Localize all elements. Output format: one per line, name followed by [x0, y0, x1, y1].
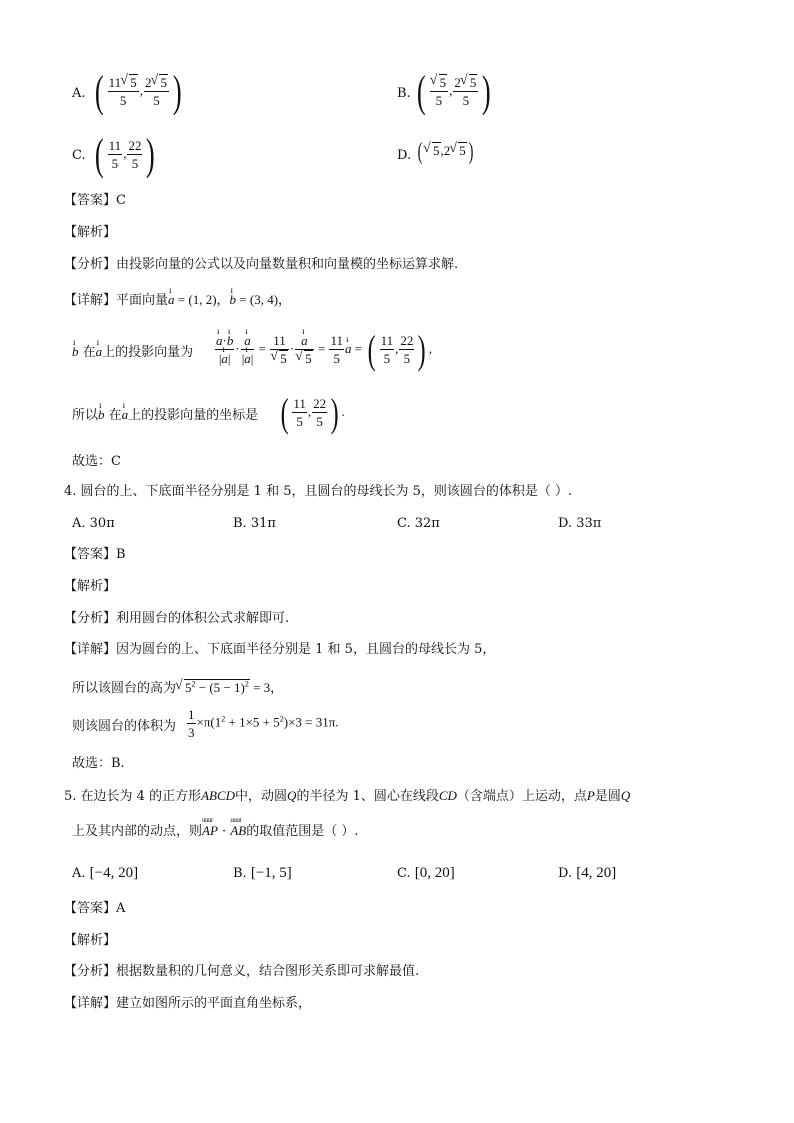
q5-option-c: C. [0, 20]	[397, 865, 455, 881]
q5-detail: 【详解】建立如图所示的平面直角坐标系，	[64, 996, 312, 1011]
option-d-expression: (√ 5,2√ 5 )	[416, 140, 475, 164]
q4-option-b: B. 31π	[233, 516, 276, 531]
q5-option-d: D. [4, 20]	[558, 865, 617, 881]
q3-projection-formula: ı $\frac{\text{a·ı b}}{\text{|ı a|}}$ · ı $\frac{a}{\text{|ı a|}}$ = 11 √ 5 · ı a √ 5 = $\frac{11}{5}$ ı a = ( $\frac{11}{5}$ , $\frac{22}{5}$ ) ,	[214, 330, 432, 370]
q5-answer: 【答案】A	[64, 901, 126, 916]
option-b-expression: ( √ $\frac{5}{5}$ , $\frac{2√ 5}{5}$ )	[414, 70, 494, 114]
q3-detail: 【详解】平面向量ı a = (1, 2)，ı b = (3, 4)，	[64, 293, 291, 307]
q5-stem-line2: 上及其内部的动点，则uuur AP · uuur AB的取值范围是（ ）.	[72, 824, 358, 838]
q5-option-a: A. [−4, 20]	[72, 865, 139, 881]
q3-conclusion-line: 所以ı b 在ı a上的投影向量的坐标是	[72, 408, 258, 422]
q3-analysis-heading: 【解析】	[64, 225, 117, 240]
q4-answer: 【答案】B	[64, 547, 126, 562]
q3-projection-line: ı b 在ı a上的投影向量为	[72, 345, 193, 359]
option-c-label: C.	[72, 148, 86, 163]
q4-option-d: D. 33π	[558, 516, 602, 531]
q5-analysis-heading: 【解析】	[64, 933, 117, 948]
option-c-expression: ( $\frac{11}{5}$ , $\frac{22}{5}$ )	[94, 130, 156, 179]
q4-option-c: C. 32π	[397, 516, 440, 531]
q5-option-b: B. [−1, 5]	[233, 865, 292, 881]
q4-analysis-heading: 【解析】	[64, 579, 117, 594]
q3-fenxi: 【分析】由投影向量的公式以及向量数量积和向量模的坐标运算求解.	[64, 257, 459, 272]
q3-answer: 【答案】C	[64, 193, 126, 208]
q5-stem-line1: 5. 在边长为 4 的正方形ABCD中，动圆Q的半径为 1、圆心在线段CD（含端点）上运动，点P是圆Q	[64, 788, 631, 804]
option-b-label: B.	[397, 86, 411, 101]
option-d-label: D.	[397, 148, 412, 163]
q4-fenxi: 【分析】利用圆台的体积公式求解即可.	[64, 611, 290, 626]
q3-final-choice: 故选：C	[72, 454, 121, 469]
q4-volume-formula: $\frac{1}{3}$ $\times\pi(1^2 + 1\times 5 + 5^2)\times 3 = 31\pi$.	[188, 707, 339, 740]
q3-result-coordinates: ( $\frac{11}{5}$ , $\frac{22}{5}$ ) .	[280, 390, 345, 435]
option-a-expression: ( $\frac{11√ 5}{5}$ , $\frac{2√ 5}{5}$ )	[92, 70, 185, 114]
q4-stem: 4. 圆台的上、下底面半径分别是 1 和 5，且圆台的母线长为 5，则该圆台的体积是（ ）.	[64, 484, 573, 499]
q4-option-a: A. 30π	[72, 516, 115, 531]
q5-fenxi: 【分析】根据数量积的几何意义，结合图形关系即可求解最值.	[64, 964, 420, 979]
q4-detail: 【详解】因为圆台的上、下底面半径分别是 1 和 5，且圆台的母线长为 5，	[64, 642, 496, 657]
q4-final-choice: 故选：B.	[72, 756, 125, 771]
q4-volume-line: 则该圆台的体积为	[72, 719, 177, 734]
option-a-label: A.	[72, 86, 86, 101]
q4-height-line: 所以该圆台的高为√ $5^2 - (5 - 1)^2 = 3$，	[72, 681, 283, 695]
